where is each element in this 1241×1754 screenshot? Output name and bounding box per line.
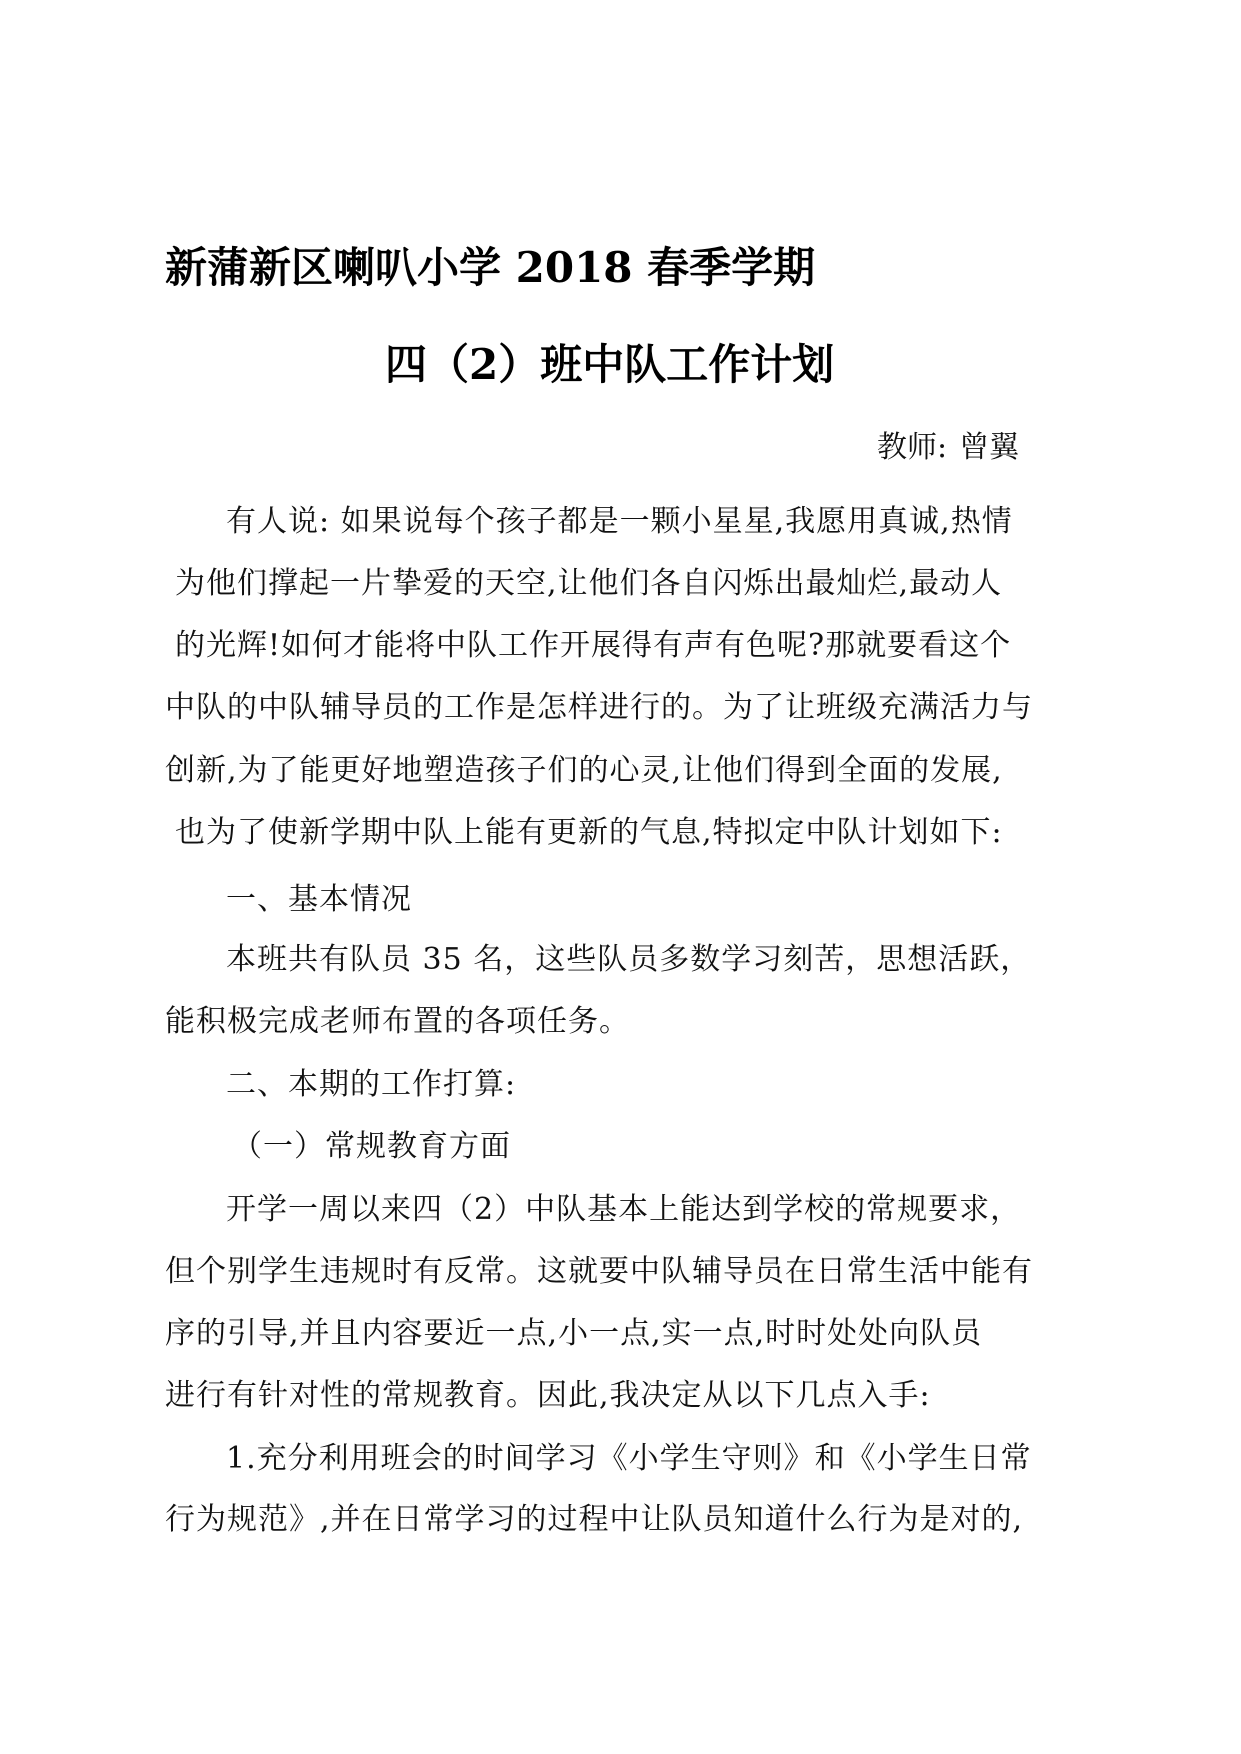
document-title-line-1: 新蒲新区喇叭小学 2018 春季学期 [165,243,816,292]
author-label: 教师: [877,430,948,465]
section-heading: 二、本期的工作打算: [226,1067,517,1102]
subsection-line: 开学一周以来四（2）中队基本上能达到学校的常规要求， [226,1192,1022,1227]
intro-line: 的光辉!如何才能将中队工作开展得有声有色呢?那就要看这个 [175,628,1012,663]
author-name: 曾翼 [959,430,1020,465]
subsection-line: 序的引导,并且内容要近一点,小一点,实一点,时时处处向队员 [165,1316,983,1351]
intro-line: 中队的中队辅导员的工作是怎样进行的。为了让班级充满活力与 [165,690,1033,725]
author-line [877,428,1019,468]
intro-line: 创新,为了能更好地塑造孩子们的心灵,让他们得到全面的发展, [165,753,1003,788]
section-line: 本班共有队员 35 名，这些队员多数学习刻苦，思想活跃， [226,942,1032,977]
point-line: 1.充分利用班会的时间学习《小学生守则》和《小学生日常 [226,1441,1032,1476]
section-heading: 一、基本情况 [226,882,412,917]
subsection-line: 但个别学生违规时有反常。这就要中队辅导员在日常生活中能有 [165,1254,1033,1289]
intro-line: 也为了使新学期中队上能有更新的气息,特拟定中队计划如下: [175,815,1003,850]
intro-line: 为他们撑起一片挚爱的天空,让他们各自闪烁出最灿烂,最动人 [175,566,1003,601]
section-line: 能积极完成老师布置的各项任务。 [165,1004,630,1039]
document-title-line-2: 四（2）班中队工作计划 [385,340,835,389]
subsection-heading: （一）常规教育方面 [232,1129,511,1164]
subsection-line: 进行有针对性的常规教育。因此,我决定从以下几点入手: [165,1378,931,1413]
intro-line: 有人说: 如果说每个孩子都是一颗小星星,我愿用真诚,热情 [226,504,1013,539]
point-line: 行为规范》,并在日常学习的过程中让队员知道什么行为是对的, [165,1502,1024,1537]
